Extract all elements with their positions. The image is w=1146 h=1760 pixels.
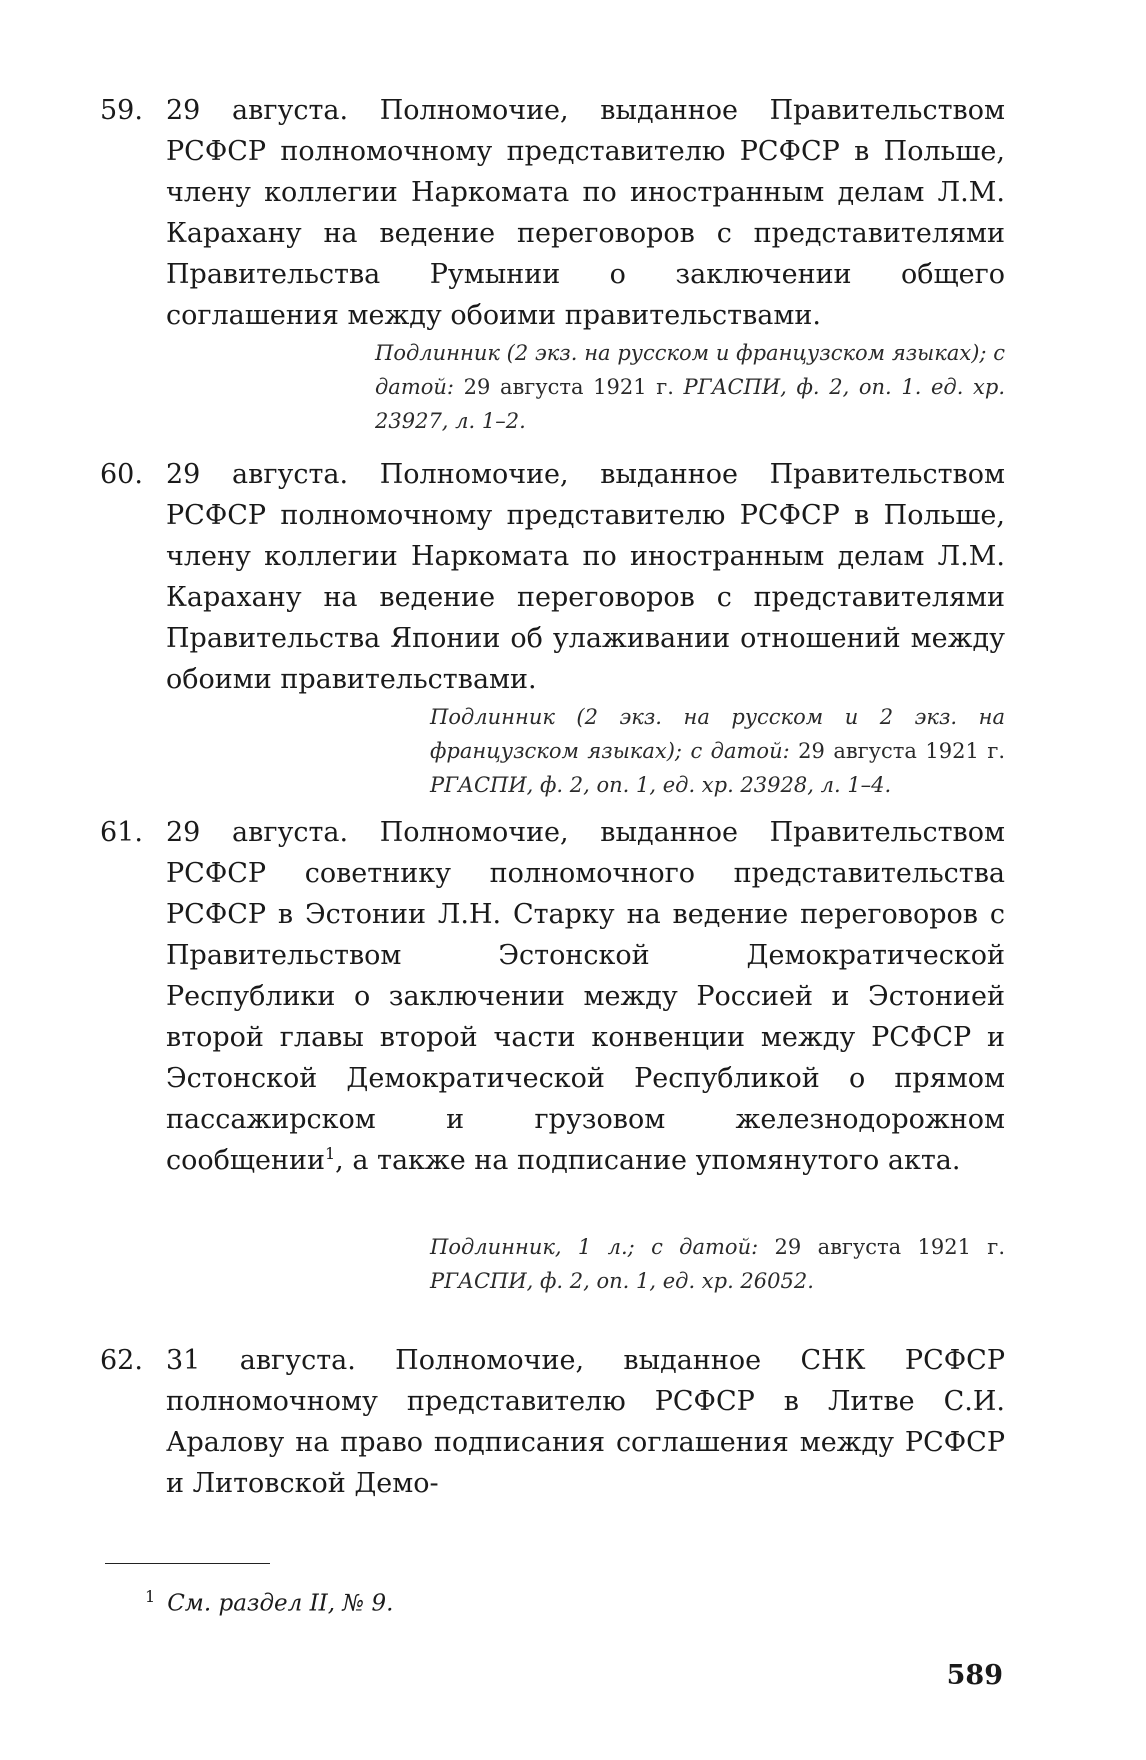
entry-number: 60. xyxy=(100,459,143,490)
entry-text: 29 августа. Полномочие, выданное Правительством РСФСР полномочному представителю РСФСР в Польше, члену коллегии Наркомата по иностранным делам Л.М. Карахану на ведение переговоров с представителями Правительства Румынии о заключении общего соглашения между обоими правительствами. xyxy=(166,95,1005,331)
footnote-mark: 1 xyxy=(145,1587,156,1606)
entry-number: 62. xyxy=(100,1345,143,1376)
entry-60 xyxy=(100,454,1005,700)
entry-60-source: Подлинник (2 экз. на русском и 2 экз. на французском языках); с датой: 29 августа 1921 г. РГАСПИ, ф. 2, оп. 1, ед. хр. 23928, л. 1–4. xyxy=(430,705,1005,797)
entry-59-source: Подлинник (2 экз. на русском и французском языках); с датой: 29 августа 1921 г. РГАСПИ, ф. 2, оп. 1. ед. хр. 23927, л. 1–2. xyxy=(375,341,1005,433)
footnote-ref[interactable]: 1 xyxy=(324,1144,336,1163)
entry-61-source: Подлинник, 1 л.; с датой: 29 августа 1921 г. РГАСПИ, ф. 2, оп. 1, ед. хр. 26052. xyxy=(430,1235,1005,1293)
entry-number: 61. xyxy=(100,817,143,848)
footnote xyxy=(145,1582,393,1619)
footnote-text: См. раздел II, № 9. xyxy=(167,1590,394,1617)
entry-text: 29 августа. Полномочие, выданное Правительством РСФСР советнику полномочного представительства РСФСР в Эстонии Л.Н. Старку на ведение переговоров с Правительством Эстонской Демократической Республики о заключении между Россией и Эстонией второй главы второй части конвенции между РСФСР и Эстонской Демократической Республикой о прямом пассажирском и грузовом железнодорожном сообщении$^1$, а также на подписание упомянутого акта. xyxy=(166,817,1005,1176)
footnote-rule xyxy=(105,1563,270,1564)
entry-text: 31 августа. Полномочие, выданное СНК РСФСР полномочному представителю РСФСР в Литве С.И. Аралову на право подписания соглашения между РСФСР и Литовской Демо- xyxy=(166,1345,1005,1499)
entry-text: 29 августа. Полномочие, выданное Правительством РСФСР полномочному представителю РСФСР в Польше, члену коллегии Наркомата по иностранным делам Л.М. Карахану на ведение переговоров с представителями Правительства Японии об улаживании отношений между обоими правительствами. xyxy=(166,459,1005,695)
entry-number: 59. xyxy=(100,95,143,126)
entry-61 xyxy=(100,812,1005,1181)
entry-59 xyxy=(100,90,1005,336)
entry-62 xyxy=(100,1340,1005,1504)
page-number: 589 xyxy=(946,1660,1003,1691)
